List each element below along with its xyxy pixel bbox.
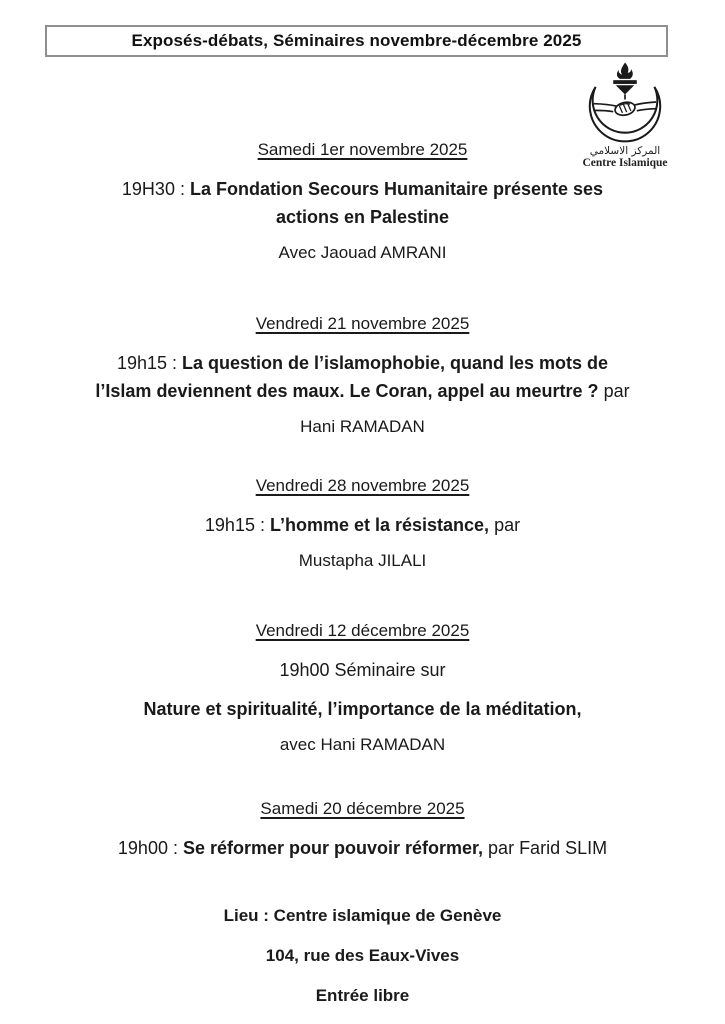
crescent-torch-handshake-icon (583, 60, 667, 144)
event-date: Vendredi 28 novembre 2025 (255, 476, 470, 495)
event-title-text: Se réformer pour pouvoir réformer, (182, 838, 484, 858)
event-title-line1: La Fondation Secours Humanitaire présente ses (189, 179, 604, 199)
event-date: Samedi 20 décembre 2025 (260, 799, 465, 818)
event-date: Samedi 1er novembre 2025 (257, 140, 468, 159)
event-speaker: Avec Jaouad AMRANI (278, 243, 447, 262)
event-title-line1: La question de l’islamophobie, quand les mots de (182, 353, 609, 373)
event-time: 19h15 : (204, 515, 270, 535)
event-speaker: Mustapha JILALI (298, 551, 427, 570)
event-date: Vendredi 21 novembre 2025 (255, 314, 470, 333)
event-21-novembre (42, 313, 683, 438)
event-title-text: Nature et spiritualité, l’importance de la méditation, (143, 699, 582, 719)
event-20-decembre (42, 798, 683, 873)
event-intro: 19h00 Séminaire sur (279, 660, 446, 680)
event-1er-novembre (42, 139, 683, 264)
event-title-suffix: par (598, 381, 630, 401)
logo-caption: Centre Islamique (582, 157, 668, 169)
event-title (42, 834, 683, 862)
logo-arabic-name: المركز الاسلامي (589, 145, 661, 157)
event-title-line2: l’Islam deviennent des maux. Le Coran, appel au meurtre ? (95, 381, 599, 401)
document-title: Exposés-débats, Séminaires novembre-décembre 2025 (45, 25, 668, 57)
event-title (42, 695, 683, 723)
event-date: Vendredi 12 décembre 2025 (255, 621, 470, 640)
venue-address: 104, rue des Eaux-Vives (265, 946, 460, 965)
event-speaker: Hani RAMADAN (300, 417, 425, 436)
event-12-decembre (42, 620, 683, 756)
venue-info (42, 905, 683, 1024)
event-28-novembre (42, 475, 683, 572)
event-title-suffix: par (489, 515, 521, 535)
venue-location: Lieu : Centre islamique de Genève (223, 906, 502, 925)
event-time: 19h00 : (117, 838, 183, 858)
event-speaker: avec Hani RAMADAN (279, 735, 446, 754)
event-title-text: L’homme et la résistance, (269, 515, 490, 535)
event-time: 19h15 : (116, 353, 182, 373)
event-title-suffix: par Farid SLIM (483, 838, 608, 858)
free-entry-note: Entrée libre (315, 986, 410, 1005)
event-title (42, 175, 683, 231)
event-title (42, 511, 683, 539)
event-title-line2: actions en Palestine (275, 207, 450, 227)
event-time: 19H30 : (121, 179, 190, 199)
event-title (42, 349, 683, 405)
